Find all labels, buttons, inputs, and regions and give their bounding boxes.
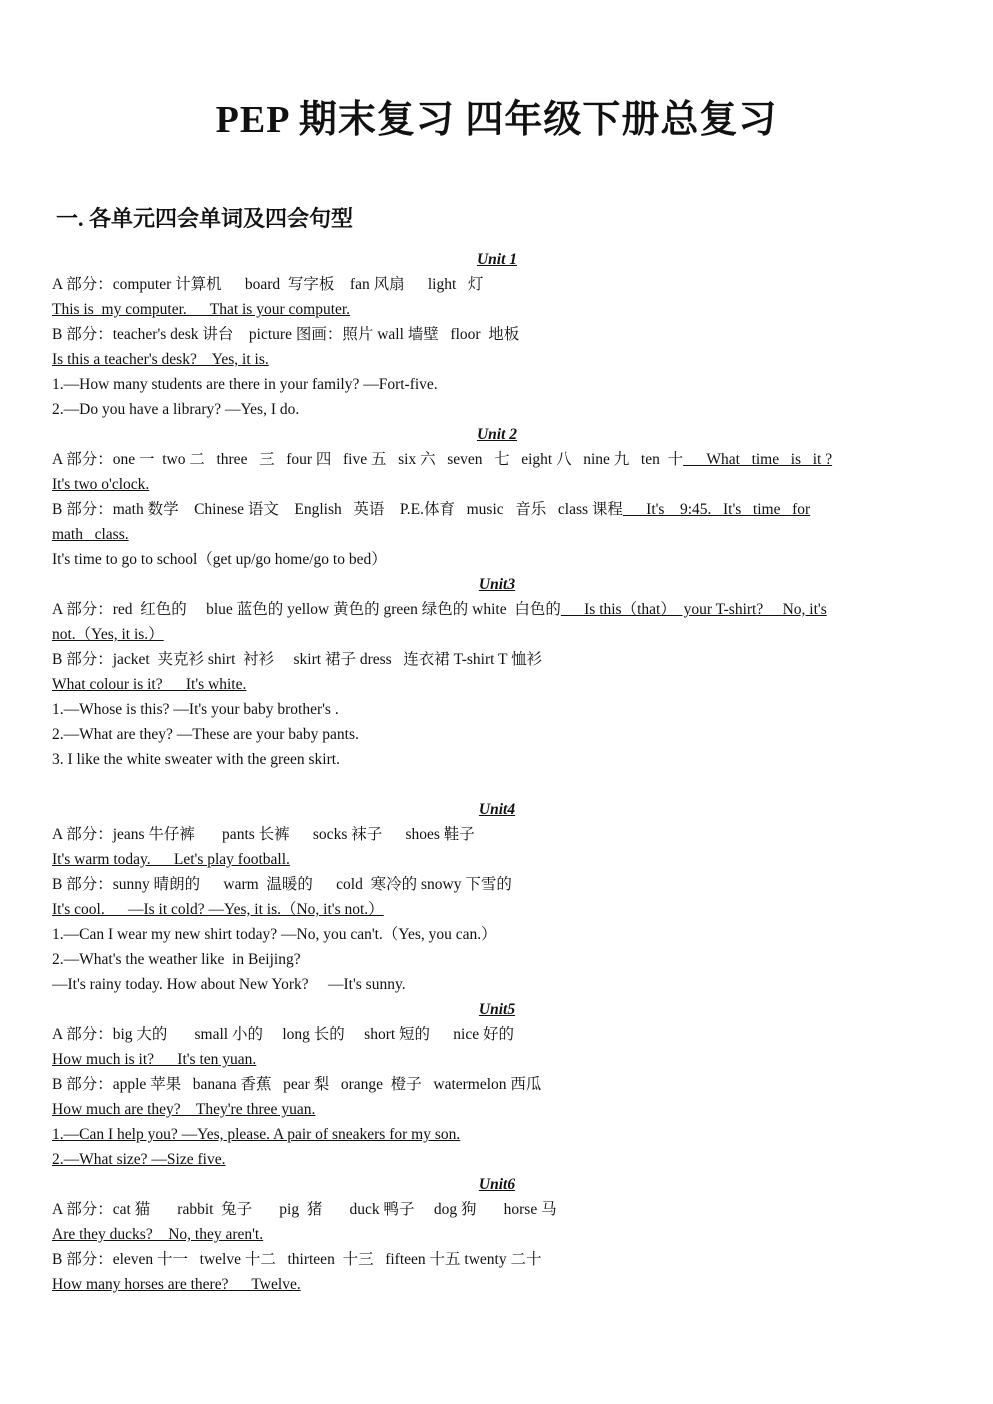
text-line: [52, 1122, 942, 1147]
text-line: [52, 297, 942, 322]
unit-heading: Unit4: [478, 801, 516, 818]
unit-heading: Unit3: [478, 576, 516, 593]
text-line: [52, 1222, 942, 1247]
line-text: B 部分：math 数学 Chinese 语文 English 英语 P.E.体育 music 音乐 class 课程: [52, 501, 623, 518]
text-line: [52, 697, 942, 722]
line-text: A 部分：red 红色的 blue 蓝色的 yellow 黄色的 green 绿色的 white 白色的: [52, 601, 561, 618]
line-text: 1.—Can I wear my new shirt today? —No, you can't.（Yes, you can.）: [52, 926, 497, 943]
text-line: [52, 522, 942, 547]
text-line: [52, 1047, 942, 1072]
line-text: It's two o'clock.: [52, 476, 150, 493]
text-line: [52, 1097, 942, 1122]
line-text: B 部分：jacket 夹克衫 shirt 衬衫 skirt 裙子 dress 连衣裙 T-shirt T 恤衫: [52, 651, 543, 668]
line-text: What colour is it? It's white.: [52, 676, 247, 693]
text-line: [52, 747, 942, 772]
line-text: It's warm today. Let's play football.: [52, 851, 290, 868]
line-text: —It's rainy today. How about New York? —It's sunny.: [52, 976, 406, 993]
text-line: [52, 1072, 942, 1097]
line-text: B 部分：sunny 晴朗的 warm 温暖的 cold 寒冷的 snowy 下雪的: [52, 876, 512, 893]
line-text: It's cool. —Is it cold? —Yes, it is.（No, it's not.）: [52, 901, 384, 918]
text-line: [52, 447, 942, 472]
text-line: [52, 722, 942, 747]
text-line: [52, 922, 942, 947]
text-line: [52, 872, 942, 897]
text-line: [52, 1197, 942, 1222]
line-text: 3. I like the white sweater with the green skirt.: [52, 751, 340, 768]
line-text: This is my computer. That is your computer.: [52, 301, 351, 318]
unit-heading: Unit5: [478, 1001, 516, 1018]
line-text: A 部分：big 大的 small 小的 long 长的 short 短的 nice 好的: [52, 1026, 514, 1043]
line-text: 1.—How many students are there in your family? —Fort-five.: [52, 376, 438, 393]
line-text: How much is it? It's ten yuan.: [52, 1051, 257, 1068]
text-line: [52, 897, 942, 922]
text-line: [52, 497, 942, 522]
text-line: [52, 822, 942, 847]
text-line: [52, 672, 942, 697]
text-line: [52, 322, 942, 347]
text-line: [52, 972, 942, 997]
text-line: [52, 1147, 942, 1172]
line-text: Are they ducks? No, they aren't.: [52, 1226, 264, 1243]
line-text: How many horses are there? Twelve.: [52, 1276, 301, 1293]
text-line: [52, 372, 942, 397]
line-text: B 部分：teacher's desk 讲台 picture 图画：照片 wall 墙壁 floor 地板: [52, 326, 520, 343]
line-text: 2.—What are they? —These are your baby pants.: [52, 726, 359, 743]
line-text: A 部分：one 一 two 二 three 三 four 四 five 五 six 六 seven 七 eight 八 nine 九 ten 十: [52, 451, 684, 468]
line-text: 1.—Can I help you? —Yes, please. A pair of sneakers for my son.: [52, 1126, 461, 1143]
line-sentence: Is this（that） your T-shirt? No, it's: [560, 601, 827, 618]
page-title: PEP 期末复习 四年级下册总复习: [215, 99, 778, 141]
text-line: [52, 597, 942, 622]
line-text: A 部分：cat 猫 rabbit 兔子 pig 猪 duck 鸭子 dog 狗 horse 马: [52, 1201, 557, 1218]
text-line: [52, 397, 942, 422]
line-text: 2.—Do you have a library? —Yes, I do.: [52, 401, 300, 418]
unit-content: [52, 247, 942, 1297]
line-text: not.（Yes, it is.）: [52, 626, 164, 643]
line-sentence: What time is it ?: [683, 451, 833, 468]
unit-heading: Unit6: [478, 1176, 516, 1193]
line-sentence: It's 9:45. It's time for: [622, 501, 811, 518]
section-heading: 一. 各单元四会单词及四会句型: [56, 206, 354, 231]
unit-heading: Unit 1: [476, 251, 518, 268]
text-line: [52, 847, 942, 872]
text-line: [52, 622, 942, 647]
line-text: 2.—What size? —Size five.: [52, 1151, 226, 1168]
line-text: B 部分：apple 苹果 banana 香蕉 pear 梨 orange 橙子 watermelon 西瓜: [52, 1076, 542, 1093]
text-line: [52, 1272, 942, 1297]
line-text: 2.—What's the weather like in Beijing?: [52, 951, 301, 968]
spacer: [52, 772, 942, 797]
unit-heading: Unit 2: [476, 426, 518, 443]
line-text: 1.—Whose is this? —It's your baby brother's .: [52, 701, 339, 718]
line-text: How much are they? They're three yuan.: [52, 1101, 316, 1118]
text-line: [52, 947, 942, 972]
text-line: [52, 472, 942, 497]
text-line: [52, 347, 942, 372]
text-line: [52, 547, 942, 572]
line-text: B 部分：eleven 十一 twelve 十二 thirteen 十三 fifteen 十五 twenty 二十: [52, 1251, 542, 1268]
line-text: Is this a teacher's desk? Yes, it is.: [52, 351, 269, 368]
text-line: [52, 272, 942, 297]
line-text: math class.: [52, 526, 129, 543]
text-line: [52, 1022, 942, 1047]
text-line: [52, 647, 942, 672]
text-line: [52, 1247, 942, 1272]
line-text: It's time to go to school（get up/go home/go to bed）: [52, 551, 387, 568]
line-text: A 部分：jeans 牛仔裤 pants 长裤 socks 袜子 shoes 鞋子: [52, 826, 475, 843]
line-text: A 部分：computer 计算机 board 写字板 fan 风扇 light 灯: [52, 276, 484, 293]
